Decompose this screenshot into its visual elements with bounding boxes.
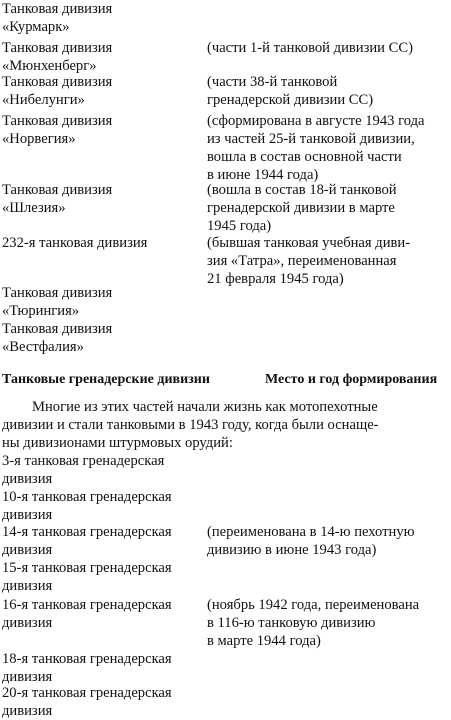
text-line: в марте 1944 года) (207, 633, 321, 649)
text-line: Танковая дивизия (2, 285, 113, 301)
division-note (207, 234, 451, 288)
text-line: дивизия (2, 471, 53, 487)
text-line: 16-я танковая гренадерская (2, 597, 172, 613)
text-line: 15-я танковая гренадерская (2, 560, 172, 576)
text-line: 1945 года) (207, 218, 272, 234)
division-name (2, 234, 202, 252)
text-line: 18-я танковая гренадерская (2, 651, 172, 667)
text-line: дивизия (2, 507, 53, 523)
text-line: в июне 1944 года) (207, 167, 319, 183)
text-line: Танковая дивизия (2, 74, 113, 90)
text-line: (части 1-й танковой дивизии СС) (207, 40, 413, 56)
text-line: «Норвегия» (2, 131, 76, 147)
division-name (2, 0, 202, 36)
division-note (207, 181, 451, 235)
division-name (2, 650, 202, 686)
text-line: (сформирована в августе 1943 года (207, 113, 425, 129)
division-note (207, 73, 451, 109)
text-line: 14-я танковая гренадерская (2, 524, 172, 540)
text-line: «Нибелунги» (2, 92, 85, 108)
text-line: (переименована в 14-ю пехотную (207, 524, 415, 540)
text-line: зия «Татра», переименованная (207, 253, 397, 269)
text-line: дивизия (2, 703, 53, 719)
division-note (207, 39, 451, 57)
division-name (2, 284, 202, 320)
division-name (2, 488, 202, 524)
division-name (2, 320, 202, 356)
division-note (207, 596, 451, 650)
text-line: 20-я танковая гренадерская (2, 685, 172, 701)
text-line: Танковая дивизия (2, 40, 113, 56)
division-note (207, 523, 451, 559)
text-line: из частей 25-й танковой дивизии, (207, 131, 415, 147)
text-line: 3-я танковая гренадерская (2, 453, 165, 469)
division-name (2, 181, 202, 217)
text-line: «Курмарк» (2, 19, 70, 35)
text-line: (части 38-й танковой (207, 74, 338, 90)
text-line: 10-я танковая гренадерская (2, 489, 172, 505)
text-line: 21 февраля 1945 года) (207, 271, 344, 287)
text-line: (ноябрь 1942 года, переименована (207, 597, 420, 613)
text-line: дивизия (2, 542, 53, 558)
text-line: гренадерской дивизии в марте (207, 200, 395, 216)
text-line: 232-я танковая дивизия (2, 235, 148, 251)
text-line: «Тюрингия» (2, 303, 80, 319)
text-line: Многие из этих частей начали жизнь как мотопехотные (32, 399, 378, 415)
division-note (207, 112, 451, 184)
division-name (2, 559, 202, 595)
text-line: Танковая дивизия (2, 321, 113, 337)
section-header-left: Танковые гренадерские дивизии (2, 372, 210, 387)
division-name (2, 523, 202, 559)
text-line: «Шлезия» (2, 200, 66, 216)
division-name (2, 596, 202, 632)
text-line: вошла в состав основной части (207, 149, 402, 165)
section-header-right: Место и год формирования (265, 372, 438, 387)
division-name (2, 112, 202, 148)
text-line: дивизия (2, 669, 53, 685)
text-line: Танковая дивизия (2, 1, 113, 17)
text-line: Танковая дивизия (2, 182, 113, 198)
text-line: (вошла в состав 18-й танковой (207, 182, 397, 198)
text-line: «Вестфалия» (2, 339, 84, 355)
text-line: «Мюнхенберг» (2, 58, 97, 74)
text-line: дивизию в июне 1943 года) (207, 542, 377, 558)
text-line: Танковая дивизия (2, 113, 113, 129)
text-line: гренадерской дивизии СС) (207, 92, 374, 108)
text-line: ны дивизионами штурмовых орудий: (2, 435, 233, 451)
text-line: дивизия (2, 578, 53, 594)
division-name (2, 452, 202, 488)
division-name (2, 684, 202, 720)
division-name (2, 73, 202, 109)
text-line: дивизии и стали танковыми в 1943 году, когда были оснаще- (2, 417, 379, 433)
text-line: в 116-ю танковую дивизию (207, 615, 376, 631)
text-line: дивизия (2, 615, 53, 631)
text-line: (бывшая танковая учебная диви- (207, 235, 411, 251)
intro-paragraph (2, 398, 451, 452)
division-name (2, 39, 202, 75)
